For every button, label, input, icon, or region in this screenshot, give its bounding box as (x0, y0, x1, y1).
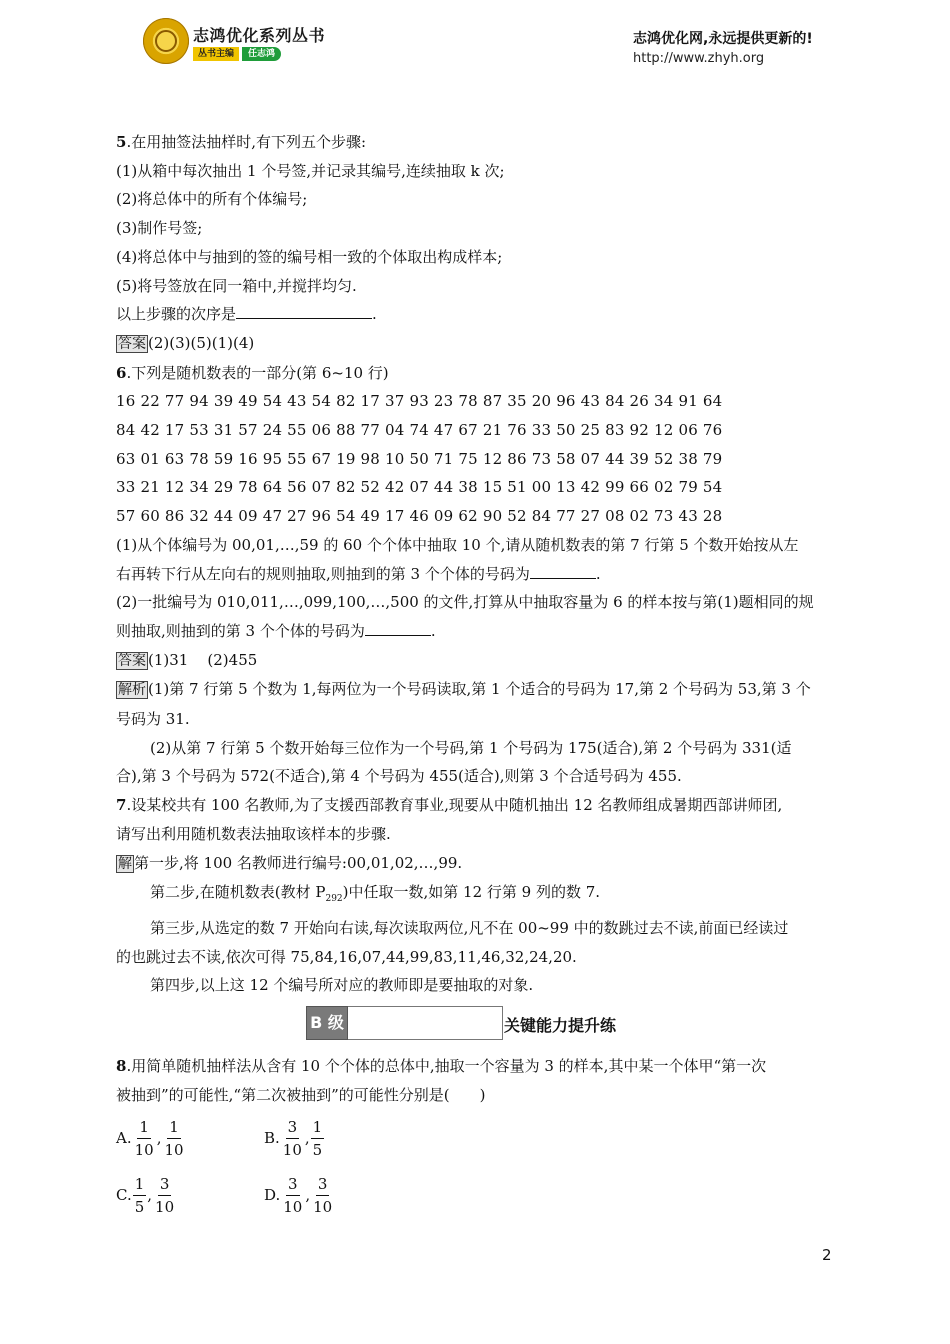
fraction: $\frac{3}{10}$ (155, 1174, 175, 1216)
editor-name: 任志鸿 (242, 47, 281, 61)
series-title: 志鸿优化系列丛书 (193, 26, 326, 45)
q7-step2: 第二步,在随机数表(教材 $P_{292}$)中任取一数,如第 12 行第 9 列的数 7. (150, 883, 601, 905)
analysis-label-box: 解析 (118, 682, 146, 699)
fraction: $\frac{3}{10}$ (282, 1117, 302, 1159)
logo-seal-icon (143, 18, 189, 64)
q5-step-4: (4)将总体中与抽到的签的编号相一致的个体取出构成样本; (116, 247, 503, 266)
q5-answer: 答案 (2)(3)(5)(1)(4) (118, 333, 255, 352)
solution-label-box: 解 (118, 855, 132, 872)
header-brand (143, 18, 343, 66)
q8-stem-line2: 被抽到”的可能性,“第二次被抽到”的可能性分别是( ) (116, 1085, 486, 1104)
level-frame (348, 1006, 503, 1040)
section-header (116, 1002, 836, 1046)
q5-step-5: (5)将号签放在同一箱中,并搅拌均匀. (116, 276, 357, 295)
q6-part1-line2: 右再转下行从左向右的规则抽取,则抽到的第 3 个个体的号码为 . (116, 560, 836, 589)
q7-step3-line1: 第三步,从选定的数 7 开始向右读,每次读取两位,凡不在 00~99 中的数跳过去不读,前面已经读过 (150, 918, 789, 937)
options-row (116, 1110, 836, 1167)
q6-answer: 答案 (1)31 (2)455 (118, 650, 258, 669)
q6-part1-line1: (1)从个体编号为 00,01,…,59 的 60 个个体中抽取 10 个,请从随机数表的第 7 行第 5 个数开始按从左 (116, 535, 799, 554)
fraction: $\frac{3}{10}$ (283, 1174, 303, 1216)
editor-label: 丛书主编 (193, 47, 239, 61)
q6-analysis-line1: 解析 (1)第 7 行第 5 个数为 1,每两位为一个号码读取,第 1 个适合的号码为 17,第 2 个号码为 53,第 3 个 (118, 680, 811, 699)
q6-stem: 6.下列是随机数表的一部分(第 6~10 行) (116, 363, 389, 382)
header-slogan (633, 28, 863, 66)
q8-stem-line1: 8.用简单随机抽样法从含有 10 个个体的总体中,抽取一个容量为 3 的样本,其中某一个体甲“第一次 (116, 1057, 767, 1076)
q6-analysis-line4: 合),第 3 个号码为 572(不适合),第 4 个号码为 455(适合),则第 3 个合适号码为 455. (116, 767, 682, 786)
fraction: $\frac{3}{10}$ (313, 1174, 333, 1216)
page-number: 2 (822, 1246, 832, 1264)
section-title: 关键能力提升练 (504, 1016, 617, 1036)
q7-stem-line1: 7.设某校共有 100 名教师,为了支援西部教育事业,现要从中随机抽出 12 名教师组成暑期西部讲师团, (116, 796, 783, 815)
fraction: $\frac{1}{5}$ (312, 1117, 323, 1159)
random-table-row: 57 60 86 32 44 09 47 27 96 54 49 17 46 09 62 90 52 84 77 27 08 02 73 43 28 (116, 507, 723, 526)
option-c[interactable]: C. $\frac{1}{5}$ , $\frac{3}{10}$ (116, 1174, 175, 1216)
option-a[interactable]: A. $\frac{1}{10}$ , $\frac{1}{10}$ (116, 1117, 184, 1159)
document-body (116, 128, 836, 1224)
fraction: $\frac{1}{10}$ (164, 1117, 184, 1159)
q6-analysis-line3: (2)从第 7 行第 5 个数开始每三位作为一个号码,第 1 个号码为 175(适合),第 2 个号码为 331(适 (150, 738, 792, 757)
fraction: $\frac{1}{5}$ (134, 1174, 145, 1216)
options-row (116, 1167, 836, 1224)
random-table-row: 63 01 63 78 59 16 95 55 67 19 98 10 50 71 75 12 86 73 58 07 44 39 52 38 79 (116, 449, 723, 468)
fraction: $\frac{1}{10}$ (134, 1117, 154, 1159)
q5-step-3: (3)制作号签; (116, 219, 203, 238)
answer-label-box: 答案 (118, 652, 146, 669)
random-table-row: 33 21 12 34 29 78 64 56 07 82 52 42 07 44 38 15 51 00 13 42 99 66 02 79 54 (116, 478, 723, 497)
q5-stem: 5.在用抽签法抽样时,有下列五个步骤: (116, 133, 367, 151)
q5-ask: 以上步骤的次序是 . (116, 300, 836, 329)
q7-stem-line2: 请写出利用随机数表法抽取该样本的步骤. (116, 824, 391, 843)
option-d[interactable]: D. $\frac{3}{10}$ , $\frac{3}{10}$ (264, 1174, 333, 1216)
answer-blank (530, 560, 596, 579)
level-badge: B 级 (306, 1006, 348, 1040)
q7-step3-line2: 的也跳过去不读,依次可得 75,84,16,07,44,99,83,11,46,32,24,20. (116, 947, 577, 966)
q7-step4: 第四步,以上这 12 个编号所对应的教师即是要抽取的对象. (150, 976, 534, 995)
random-table-row: 84 42 17 53 31 57 24 55 06 88 77 04 74 47 67 21 76 33 50 25 83 92 12 06 76 (116, 421, 723, 440)
q6-part2-line2: 则抽取,则抽到的第 3 个个体的号码为 . (116, 617, 836, 646)
random-table-row: 16 22 77 94 39 49 54 43 54 82 17 37 93 23 78 87 35 20 96 43 84 26 34 91 64 (116, 392, 723, 411)
site-url[interactable]: http://www.zhyh.org (633, 51, 765, 66)
answer-label-box: 答案 (118, 335, 146, 352)
q6-part2-line1: (2)一批编号为 010,011,…,099,100,…,500 的文件,打算从中抽取容量为 6 的样本按与第(1)题相同的规 (116, 593, 814, 612)
q5-step-1: (1)从箱中每次抽出 1 个号签,并记录其编号,连续抽取 k 次; (116, 161, 505, 180)
option-b[interactable]: B. $\frac{3}{10}$ , $\frac{1}{5}$ (264, 1117, 323, 1159)
q6-analysis-line2: 号码为 31. (116, 710, 190, 729)
editor-tags (193, 47, 281, 61)
answer-blank (236, 300, 372, 319)
answer-blank (365, 617, 431, 636)
slogan-text: 志鸿优化网,永远提供更新的! (633, 31, 813, 47)
q5-step-2: (2)将总体中的所有个体编号; (116, 190, 308, 209)
q7-step1: 解 第一步,将 100 名教师进行编号:00,01,02,…,99. (118, 853, 463, 872)
